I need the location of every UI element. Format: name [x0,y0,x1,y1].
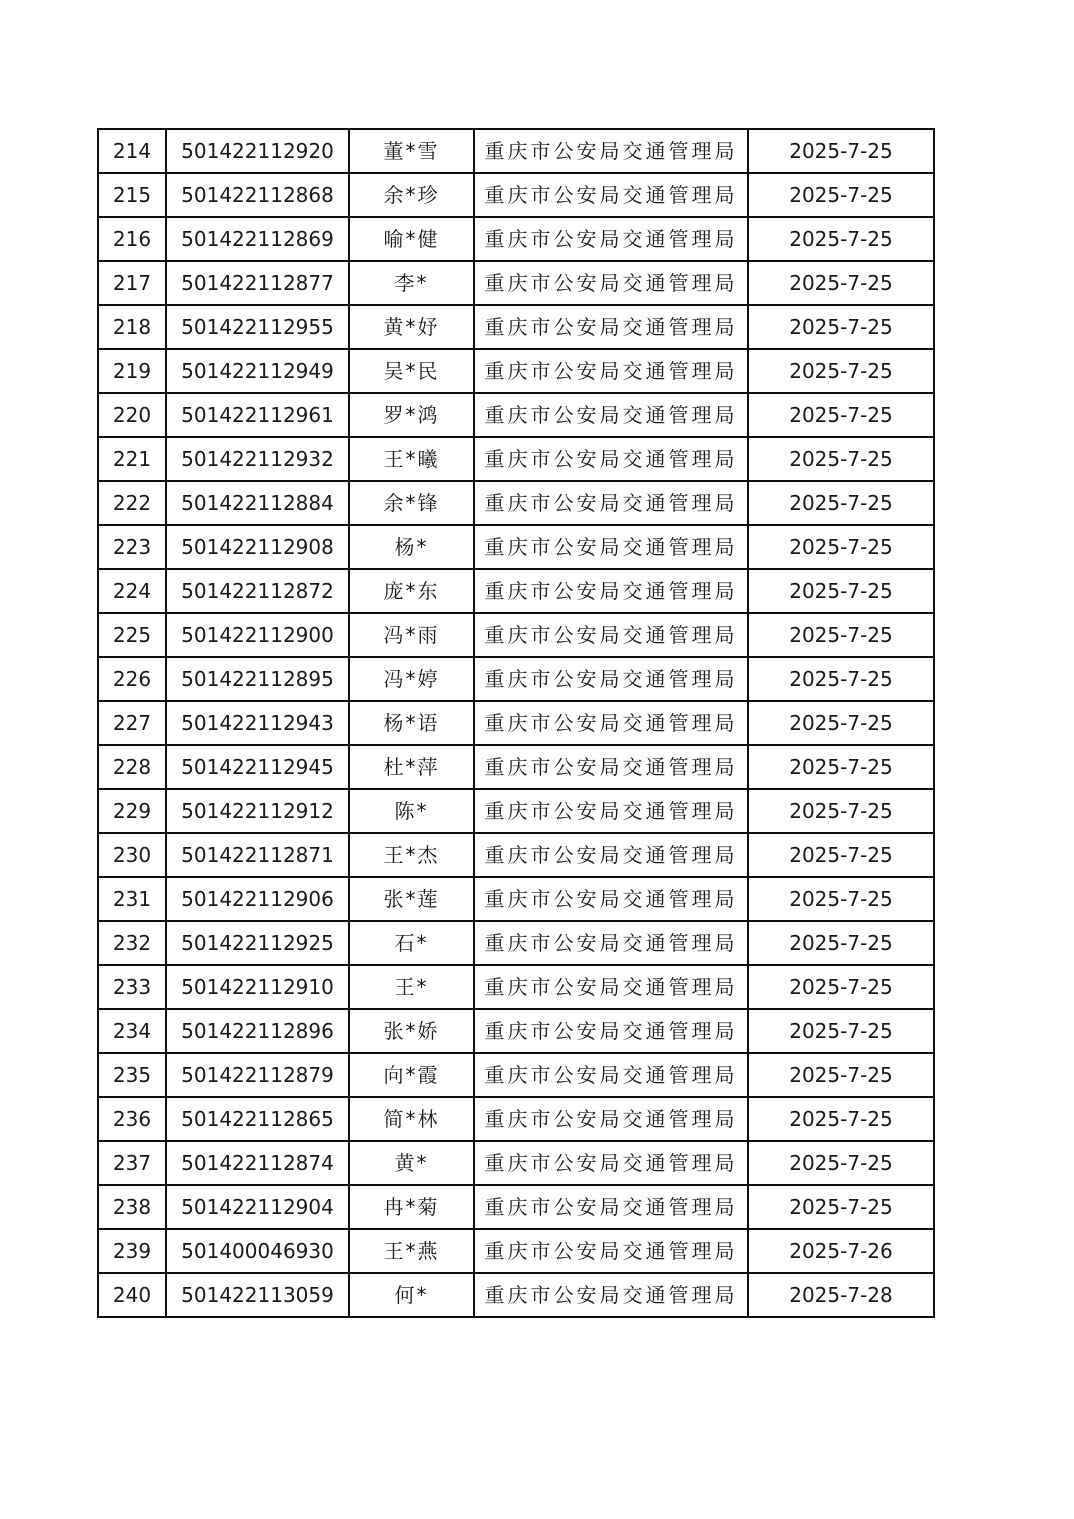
row-number-cell: 233 [98,965,166,1009]
certificate-number-cell: 501422112865 [166,1097,349,1141]
certificate-number-cell: 501422112896 [166,1009,349,1053]
table-row [98,437,934,481]
table-row [98,1053,934,1097]
table-row [98,877,934,921]
person-name-cell: 杨*语 [349,701,474,745]
issuing-authority-cell: 重庆市公安局交通管理局 [474,921,748,965]
issuing-authority-cell: 重庆市公安局交通管理局 [474,217,748,261]
issuing-authority-cell: 重庆市公安局交通管理局 [474,173,748,217]
table-row [98,1185,934,1229]
table-row [98,1009,934,1053]
table-row [98,481,934,525]
row-number-cell: 236 [98,1097,166,1141]
row-number-cell: 229 [98,789,166,833]
date-cell: 2025-7-25 [748,701,934,745]
certificate-number-cell: 501422112908 [166,525,349,569]
person-name-cell: 黄* [349,1141,474,1185]
issuing-authority-cell: 重庆市公安局交通管理局 [474,1229,748,1273]
row-number-cell: 227 [98,701,166,745]
date-cell: 2025-7-25 [748,1097,934,1141]
issuing-authority-cell: 重庆市公安局交通管理局 [474,349,748,393]
date-cell: 2025-7-25 [748,877,934,921]
row-number-cell: 223 [98,525,166,569]
certificate-number-cell: 501422112945 [166,745,349,789]
row-number-cell: 235 [98,1053,166,1097]
date-cell: 2025-7-25 [748,921,934,965]
row-number-cell: 234 [98,1009,166,1053]
date-cell: 2025-7-25 [748,305,934,349]
person-name-cell: 简*林 [349,1097,474,1141]
date-cell: 2025-7-26 [748,1229,934,1273]
person-name-cell: 罗*鸿 [349,393,474,437]
date-cell: 2025-7-25 [748,261,934,305]
table-row [98,261,934,305]
person-name-cell: 王*燕 [349,1229,474,1273]
date-cell: 2025-7-25 [748,1185,934,1229]
date-cell: 2025-7-25 [748,1053,934,1097]
records-table-body [98,129,934,1317]
issuing-authority-cell: 重庆市公安局交通管理局 [474,393,748,437]
issuing-authority-cell: 重庆市公安局交通管理局 [474,481,748,525]
person-name-cell: 喻*健 [349,217,474,261]
table-row [98,745,934,789]
certificate-number-cell: 501422112884 [166,481,349,525]
date-cell: 2025-7-25 [748,525,934,569]
date-cell: 2025-7-25 [748,437,934,481]
issuing-authority-cell: 重庆市公安局交通管理局 [474,613,748,657]
issuing-authority-cell: 重庆市公安局交通管理局 [474,789,748,833]
issuing-authority-cell: 重庆市公安局交通管理局 [474,657,748,701]
records-table [97,128,935,1318]
issuing-authority-cell: 重庆市公安局交通管理局 [474,1053,748,1097]
row-number-cell: 222 [98,481,166,525]
person-name-cell: 董*雪 [349,129,474,173]
date-cell: 2025-7-25 [748,1009,934,1053]
row-number-cell: 219 [98,349,166,393]
person-name-cell: 余*锋 [349,481,474,525]
table-row [98,349,934,393]
row-number-cell: 225 [98,613,166,657]
certificate-number-cell: 501422113059 [166,1273,349,1317]
issuing-authority-cell: 重庆市公安局交通管理局 [474,525,748,569]
certificate-number-cell: 501422112869 [166,217,349,261]
issuing-authority-cell: 重庆市公安局交通管理局 [474,1009,748,1053]
date-cell: 2025-7-25 [748,129,934,173]
person-name-cell: 张*娇 [349,1009,474,1053]
table-row [98,217,934,261]
person-name-cell: 冯*婷 [349,657,474,701]
table-row [98,525,934,569]
person-name-cell: 陈* [349,789,474,833]
date-cell: 2025-7-25 [748,393,934,437]
certificate-number-cell: 501400046930 [166,1229,349,1273]
date-cell: 2025-7-25 [748,745,934,789]
person-name-cell: 何* [349,1273,474,1317]
table-row [98,129,934,173]
date-cell: 2025-7-25 [748,569,934,613]
table-row [98,657,934,701]
issuing-authority-cell: 重庆市公安局交通管理局 [474,877,748,921]
row-number-cell: 215 [98,173,166,217]
date-cell: 2025-7-25 [748,789,934,833]
certificate-number-cell: 501422112955 [166,305,349,349]
table-row [98,1097,934,1141]
row-number-cell: 226 [98,657,166,701]
certificate-number-cell: 501422112925 [166,921,349,965]
row-number-cell: 221 [98,437,166,481]
issuing-authority-cell: 重庆市公安局交通管理局 [474,701,748,745]
certificate-number-cell: 501422112895 [166,657,349,701]
row-number-cell: 217 [98,261,166,305]
person-name-cell: 吴*民 [349,349,474,393]
certificate-number-cell: 501422112912 [166,789,349,833]
date-cell: 2025-7-25 [748,481,934,525]
row-number-cell: 238 [98,1185,166,1229]
issuing-authority-cell: 重庆市公安局交通管理局 [474,569,748,613]
person-name-cell: 王* [349,965,474,1009]
person-name-cell: 王*杰 [349,833,474,877]
certificate-number-cell: 501422112920 [166,129,349,173]
issuing-authority-cell: 重庆市公安局交通管理局 [474,965,748,1009]
row-number-cell: 231 [98,877,166,921]
issuing-authority-cell: 重庆市公安局交通管理局 [474,745,748,789]
person-name-cell: 余*珍 [349,173,474,217]
issuing-authority-cell: 重庆市公安局交通管理局 [474,437,748,481]
date-cell: 2025-7-25 [748,965,934,1009]
certificate-number-cell: 501422112900 [166,613,349,657]
person-name-cell: 杜*萍 [349,745,474,789]
certificate-number-cell: 501422112868 [166,173,349,217]
row-number-cell: 237 [98,1141,166,1185]
table-row [98,965,934,1009]
certificate-number-cell: 501422112949 [166,349,349,393]
date-cell: 2025-7-25 [748,349,934,393]
issuing-authority-cell: 重庆市公安局交通管理局 [474,1097,748,1141]
table-row [98,921,934,965]
issuing-authority-cell: 重庆市公安局交通管理局 [474,1273,748,1317]
row-number-cell: 220 [98,393,166,437]
person-name-cell: 冉*菊 [349,1185,474,1229]
date-cell: 2025-7-25 [748,833,934,877]
certificate-number-cell: 501422112874 [166,1141,349,1185]
table-row [98,1229,934,1273]
row-number-cell: 216 [98,217,166,261]
person-name-cell: 向*霞 [349,1053,474,1097]
person-name-cell: 黄*妤 [349,305,474,349]
certificate-number-cell: 501422112879 [166,1053,349,1097]
issuing-authority-cell: 重庆市公安局交通管理局 [474,129,748,173]
date-cell: 2025-7-25 [748,657,934,701]
person-name-cell: 张*莲 [349,877,474,921]
table-row [98,613,934,657]
table-row [98,173,934,217]
date-cell: 2025-7-25 [748,1141,934,1185]
certificate-number-cell: 501422112932 [166,437,349,481]
issuing-authority-cell: 重庆市公安局交通管理局 [474,1185,748,1229]
table-row [98,701,934,745]
date-cell: 2025-7-25 [748,613,934,657]
person-name-cell: 冯*雨 [349,613,474,657]
issuing-authority-cell: 重庆市公安局交通管理局 [474,261,748,305]
certificate-number-cell: 501422112872 [166,569,349,613]
table-row [98,1273,934,1317]
certificate-number-cell: 501422112943 [166,701,349,745]
row-number-cell: 230 [98,833,166,877]
row-number-cell: 232 [98,921,166,965]
certificate-number-cell: 501422112906 [166,877,349,921]
certificate-number-cell: 501422112871 [166,833,349,877]
table-row [98,569,934,613]
table-row [98,833,934,877]
date-cell: 2025-7-28 [748,1273,934,1317]
row-number-cell: 218 [98,305,166,349]
person-name-cell: 李* [349,261,474,305]
person-name-cell: 石* [349,921,474,965]
person-name-cell: 王*曦 [349,437,474,481]
row-number-cell: 214 [98,129,166,173]
date-cell: 2025-7-25 [748,217,934,261]
row-number-cell: 228 [98,745,166,789]
person-name-cell: 杨* [349,525,474,569]
issuing-authority-cell: 重庆市公安局交通管理局 [474,305,748,349]
person-name-cell: 庞*东 [349,569,474,613]
row-number-cell: 224 [98,569,166,613]
certificate-number-cell: 501422112904 [166,1185,349,1229]
table-row [98,305,934,349]
date-cell: 2025-7-25 [748,173,934,217]
certificate-number-cell: 501422112961 [166,393,349,437]
table-row [98,393,934,437]
issuing-authority-cell: 重庆市公安局交通管理局 [474,1141,748,1185]
table-row [98,789,934,833]
certificate-number-cell: 501422112910 [166,965,349,1009]
certificate-number-cell: 501422112877 [166,261,349,305]
issuing-authority-cell: 重庆市公安局交通管理局 [474,833,748,877]
table-row [98,1141,934,1185]
row-number-cell: 239 [98,1229,166,1273]
row-number-cell: 240 [98,1273,166,1317]
